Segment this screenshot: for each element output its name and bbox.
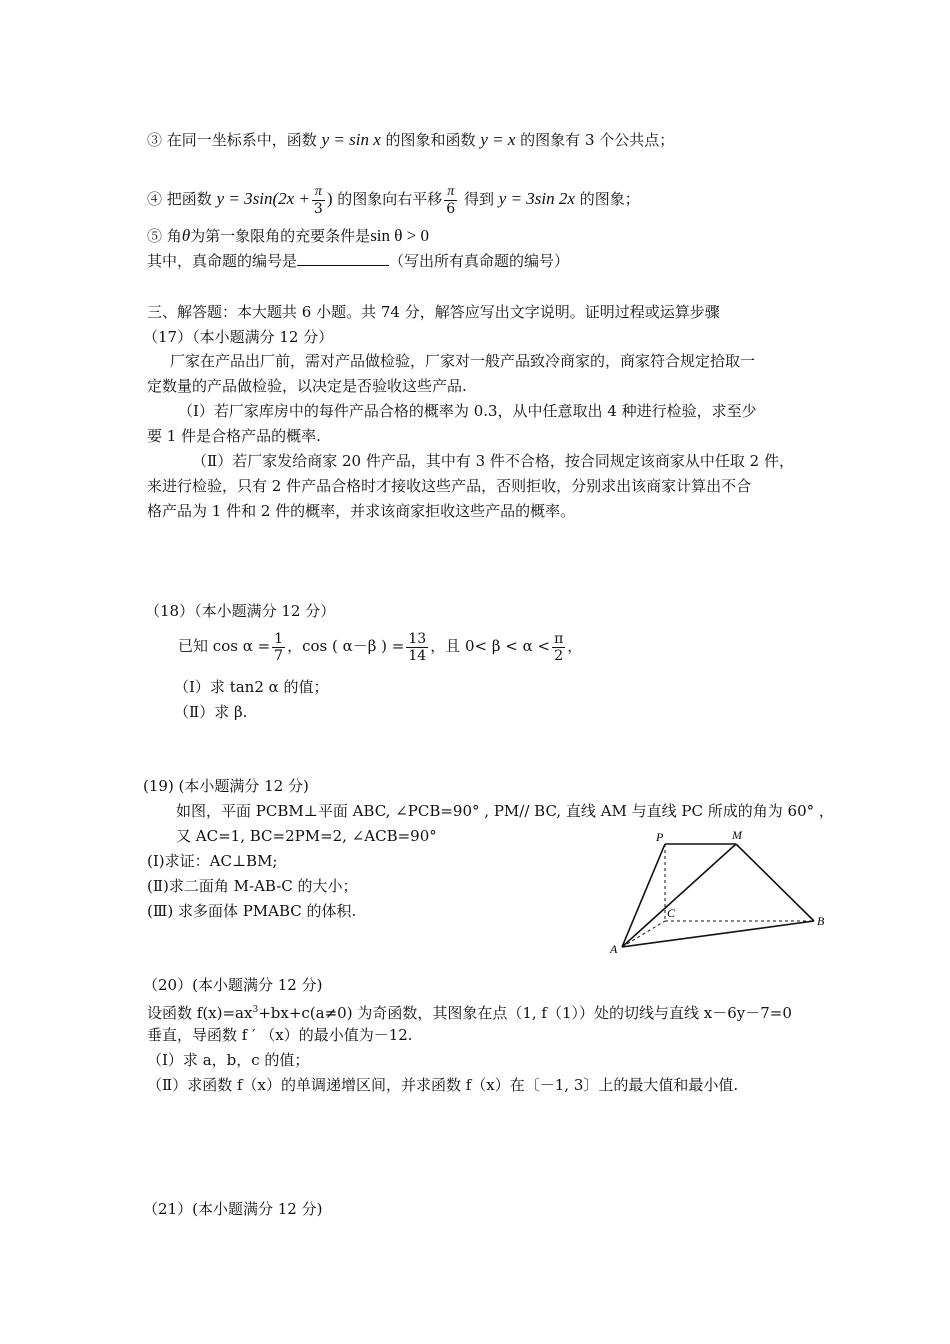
q18-part2: （Ⅱ）求 β. — [174, 703, 248, 721]
item-5 — [147, 226, 429, 246]
label-C: C — [667, 906, 676, 920]
item-4-text-1: 把函数 — [166, 190, 212, 208]
q17-part1-line-2: 要 1 件是合格产品的概率. — [147, 427, 321, 445]
q17-part2-line-3: 格产品为 1 件和 2 件的概率，并求该商家拒收这些产品的概率。 — [147, 502, 576, 520]
item-4-formula-1b: ) — [326, 189, 333, 208]
q19-part3: (Ⅲ) 求多面体 PMABC 的体积. — [147, 902, 357, 920]
item-3-formula-2: y = x — [480, 130, 516, 149]
q19-line-2: 又 AC=1, BC=2PM=2, ∠ACB=90° — [176, 827, 437, 845]
q20-line-1b: +bx+c(a≠0) 为奇函数，其图象在点（1, f（1））处的切线与直线 x－6y－7=0 — [258, 1004, 792, 1022]
item-3-formula-1: y = sin x — [321, 130, 381, 149]
q18-frac-num-13: 13 — [408, 630, 427, 647]
item-4-fraction-pi-6 — [444, 184, 457, 217]
label-B: B — [817, 914, 825, 928]
q19-line-1: 如图，平面 PCBM⊥平面 ABC, ∠PCB=90° , PM// BC, 直线 AM 与直线 PC 所成的角为 60° ， — [176, 802, 834, 820]
item-4-frac2-num: π — [444, 184, 457, 201]
item-3 — [147, 130, 674, 150]
answer-text-2: （写出所有真命题的编号） — [389, 252, 570, 270]
item-3-text-3: 的图象有 3 个公共点； — [520, 131, 675, 149]
q17-paragraph-line-1: 厂家在产品出厂前，需对产品做检验，厂家对一般产品致冷商家的，商家符合规定拾取一 — [170, 352, 756, 370]
edge-AB — [622, 921, 814, 947]
q20-heading: （20）(本小题满分 12 分) — [143, 976, 323, 994]
q18-cos-alpha-beta: ，cos ( α－β ) = — [287, 637, 405, 655]
q19-heading: (19) (本小题满分 12 分) — [143, 777, 309, 795]
edge-AC — [622, 921, 665, 947]
q18-fraction-1-7 — [272, 631, 285, 664]
q18-fraction-pi-2 — [552, 631, 565, 664]
q18-known-label: 已知 — [178, 637, 209, 655]
q20-line-1 — [147, 1000, 792, 1023]
q18-frac-num-pi: π — [554, 630, 564, 647]
q17-part2-line-2: 来进行检验，只有 2 件产品合格时才接收这些产品，否则拒收，分别求出该商家计算出不合 — [147, 477, 752, 495]
edge-AP — [622, 844, 665, 947]
q17-part1-line-1: （Ⅰ）若厂家库房中的每件产品合格的概率为 0.3，从中任意取出 4 种进行检验，求至少 — [178, 402, 757, 420]
section-heading: 三、解答题：本大题共 6 小题。共 74 分，解答应写出文字说明。证明过程或运算步骤 — [147, 303, 720, 321]
item-3-text-1: 在同一坐标系中，函数 — [166, 131, 317, 149]
item-5-text-2: 为第一象限角的充要条件是 — [190, 227, 371, 245]
label-M: M — [732, 828, 742, 842]
item-4-text-2: 的图象向右平移 — [337, 190, 443, 208]
item-4-marker: ④ — [147, 190, 163, 208]
q20-exponent: 3 — [252, 1005, 259, 1015]
q19-geometry-figure — [600, 825, 840, 965]
q18-frac-den-2: 2 — [554, 647, 564, 664]
q19-part2: (Ⅱ)求二面角 M-AB-C 的大小； — [147, 877, 358, 895]
item-4-frac1-den: 3 — [313, 200, 323, 217]
q17-part2-line-1: （Ⅱ）若厂家发给商家 20 件产品，其中有 3 件不合格，按合同规定该商家从中任取 2 件， — [192, 452, 794, 470]
q18-condition: ，且 0< β < α < — [430, 637, 551, 655]
label-P: P — [656, 830, 664, 844]
item-4-frac2-den: 6 — [446, 200, 456, 217]
item-4-text-3: 得到 — [463, 190, 494, 208]
q20-line-1a: 设函数 f(x)=ax — [147, 1004, 253, 1022]
item-5-marker: ⑤ — [147, 227, 163, 245]
q21-heading: （21）(本小题满分 12 分) — [143, 1200, 323, 1218]
q19-part1: (Ⅰ)求证：AC⊥BM; — [147, 852, 278, 870]
answer-blank — [297, 251, 389, 266]
label-A: A — [610, 942, 618, 956]
q18-frac-den-14: 14 — [408, 647, 427, 664]
answer-text-1: 其中，真命题的编号是 — [147, 252, 298, 270]
q20-part2: （Ⅱ）求函数 f（x）的单调递增区间，并求函数 f（x）在〔－1, 3〕上的最大值和最小值. — [147, 1076, 739, 1094]
item-5-formula: sin θ > 0 — [370, 226, 430, 245]
q18-frac-num-1: 1 — [274, 630, 284, 647]
q18-given — [178, 626, 582, 666]
item-4-frac1-num: π — [312, 184, 325, 201]
item-3-marker: ③ — [147, 131, 163, 149]
item-5-text-1: 角 — [166, 227, 182, 245]
item-4-formula-2: y = 3sin 2x — [498, 189, 575, 208]
item-4-formula-1a: y = 3sin(2x + — [216, 189, 310, 208]
answer-line — [147, 251, 569, 271]
q18-end: ， — [567, 637, 583, 655]
q18-part1: （Ⅰ）求 tan2 α 的值； — [174, 678, 329, 696]
q20-part1: （Ⅰ）求 a，b，c 的值； — [147, 1051, 310, 1069]
item-4 — [147, 182, 640, 217]
q17-heading: （17）（本小题满分 12 分） — [143, 328, 334, 346]
item-4-text-4: 的图象； — [579, 190, 640, 208]
edge-MB — [736, 844, 814, 921]
q18-fraction-13-14 — [406, 631, 428, 664]
item-4-fraction-pi-3 — [312, 184, 325, 217]
item-5-theta: θ — [181, 226, 191, 245]
item-3-text-2: 的图象和函数 — [385, 131, 476, 149]
q17-paragraph-line-2: 定数量的产品做检验，以决定是否验收这些产品. — [147, 377, 467, 395]
edge-AM — [622, 844, 736, 947]
q20-line-2: 垂直，导函数 f ′ （x）的最小值为－12. — [147, 1026, 413, 1044]
q18-cos-alpha: cos α = — [212, 637, 271, 655]
q18-frac-den-7: 7 — [274, 647, 284, 664]
q18-heading: （18）（本小题满分 12 分） — [145, 602, 336, 620]
